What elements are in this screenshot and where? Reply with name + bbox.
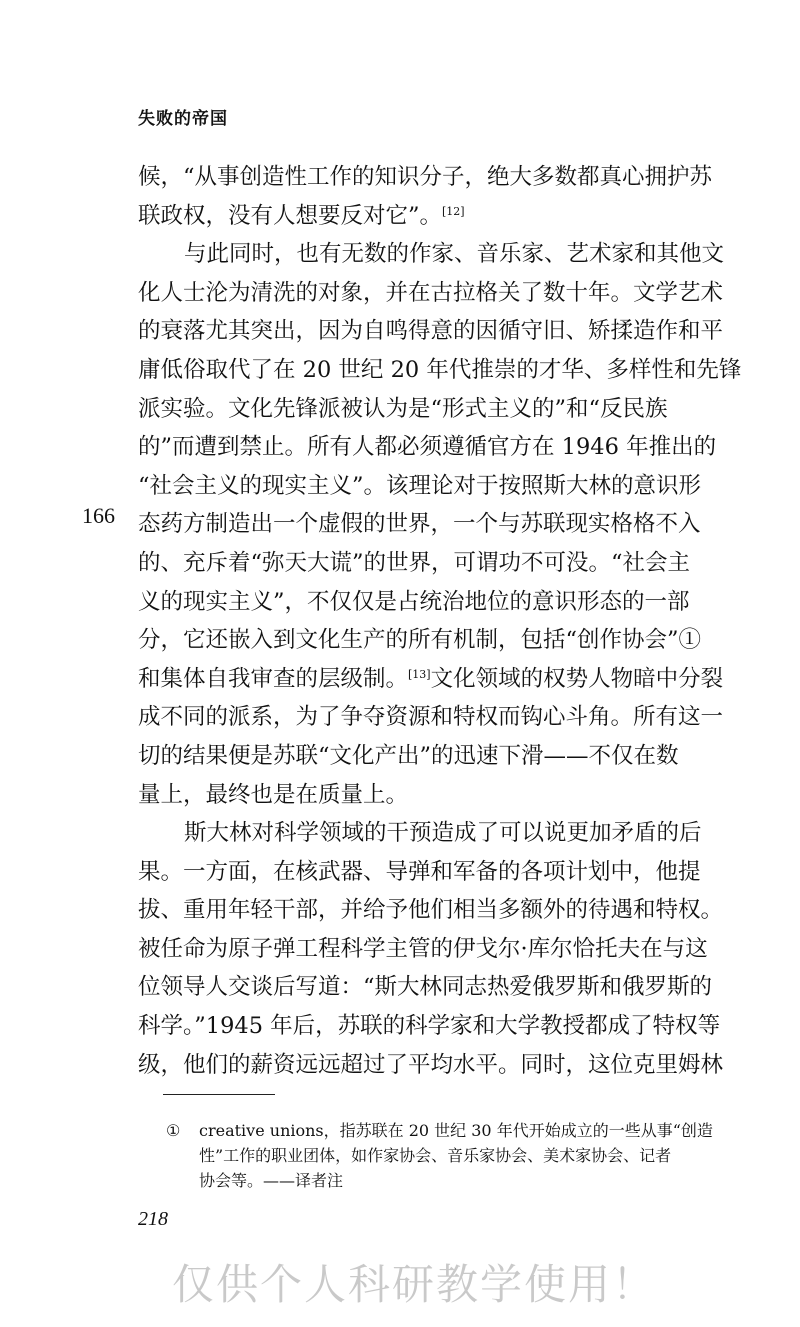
line-text: 级，他们的薪资远远超过了平均水平。同时，这位克里姆林 <box>138 1051 724 1078</box>
body-line <box>138 698 724 737</box>
body-line <box>138 235 725 274</box>
line-text: 庸低俗取代了在 20 世纪 20 年代推崇的才华、多样性和先锋 <box>138 356 742 383</box>
body-line <box>138 544 706 583</box>
line-text: 和集体自我审查的层级制。 <box>138 665 409 692</box>
body-line <box>138 158 713 197</box>
line-text: 候，“从事创造性工作的知识分子，绝大多数都真心拥护苏 <box>138 164 713 190</box>
body-line <box>138 737 706 776</box>
line-text: 的衰落尤其突出，因为自鸣得意的因循守旧、矫揉造作和平 <box>138 318 724 345</box>
endnote-ref: [13] <box>408 667 431 681</box>
body-line <box>138 968 713 1007</box>
line-text: 科学。”1945 年后，苏联的科学家和大学教授都成了特权等 <box>138 1013 721 1040</box>
body-line <box>138 930 706 969</box>
running-head: 失败的帝国 <box>138 109 228 129</box>
line-text: 与此同时，也有无数的作家、音乐家、艺术家和其他文 <box>184 241 725 268</box>
footnote-marker: ① <box>166 1121 181 1140</box>
body-line <box>138 776 706 815</box>
line-text: 的”而遭到禁止。所有人都必须遵循官方在 1946 年推出的 <box>138 434 717 461</box>
line-text: 化人士沦为清洗的对象，并在古拉格关了数十年。文学艺术 <box>138 279 724 306</box>
line-text: 成不同的派系，为了争夺资源和特权而钩心斗角。所有这一 <box>138 704 724 731</box>
body-line <box>138 390 706 429</box>
footnote-divider <box>163 1094 275 1095</box>
footnote-line: 协会等。——译者注 <box>199 1171 344 1190</box>
footnote-text <box>199 1118 726 1193</box>
body-line <box>138 312 724 351</box>
body-line <box>138 814 706 853</box>
line-text: 文化领域的权势人物暗中分裂 <box>430 665 724 692</box>
body-line <box>138 891 724 930</box>
line-text: 分，它还嵌入到文化生产的所有机制，包括“创作协会”① <box>138 627 702 654</box>
line-text: 的、充斥着“弥天大谎”的世界，可谓功不可没。“社会主 <box>138 549 691 576</box>
body-line <box>138 351 742 390</box>
footnote-line: creative unions，指苏联在 20 世纪 30 年代开始成立的一些从事“创造 <box>199 1121 713 1140</box>
line-text: 果。一方面，在核武器、导弹和军备的各项计划中，他提 <box>138 858 701 885</box>
body-text <box>138 158 742 1084</box>
line-text: “社会主义的现实主义”。该理论对于按照斯大林的意识形 <box>138 472 702 499</box>
body-line <box>138 505 706 544</box>
line-text: 位领导人交谈后写道：“斯大林同志热爱俄罗斯和俄罗斯的 <box>138 974 713 1001</box>
line-text: 态药方制造出一个虚假的世界，一个与苏联现实格格不入 <box>138 511 701 538</box>
watermark: 仅供个人科研教学使用！ <box>172 1260 657 1309</box>
body-line <box>138 853 706 892</box>
body-line <box>138 467 706 506</box>
body-line <box>138 274 724 313</box>
body-line <box>138 1007 721 1046</box>
body-line <box>138 583 706 622</box>
body-line <box>138 660 724 699</box>
line-text: 义的现实主义”，不仅仅是占统治地位的意识形态的一部 <box>138 588 690 615</box>
body-line <box>138 428 717 467</box>
margin-page-number: 166 <box>82 503 115 528</box>
endnote-ref: [12] <box>442 204 465 218</box>
body-line <box>138 1046 724 1085</box>
line-text: 派实验。文化先锋派被认为是“形式主义的”和“反民族 <box>138 395 668 422</box>
line-text: 拔、重用年轻干部，并给予他们相当多额外的待遇和特权。 <box>138 897 724 924</box>
body-line <box>138 621 706 660</box>
line-text: 斯大林对科学领域的干预造成了可以说更加矛盾的后 <box>184 820 702 847</box>
line-text: 联政权，没有人想要反对它”。 <box>138 202 443 229</box>
line-text: 量上，最终也是在质量上。 <box>138 781 409 808</box>
body-line <box>138 197 706 236</box>
page-number: 218 <box>138 1208 168 1230</box>
line-text: 被任命为原子弹工程科学主管的伊戈尔·库尔恰托夫在与这 <box>138 935 708 962</box>
footnote-line: 性”工作的职业团体，如作家协会、音乐家协会、美术家协会、记者 <box>199 1146 672 1165</box>
footnote <box>166 1118 726 1193</box>
line-text: 切的结果便是苏联“文化产出”的迅速下滑——不仅在数 <box>138 742 679 769</box>
